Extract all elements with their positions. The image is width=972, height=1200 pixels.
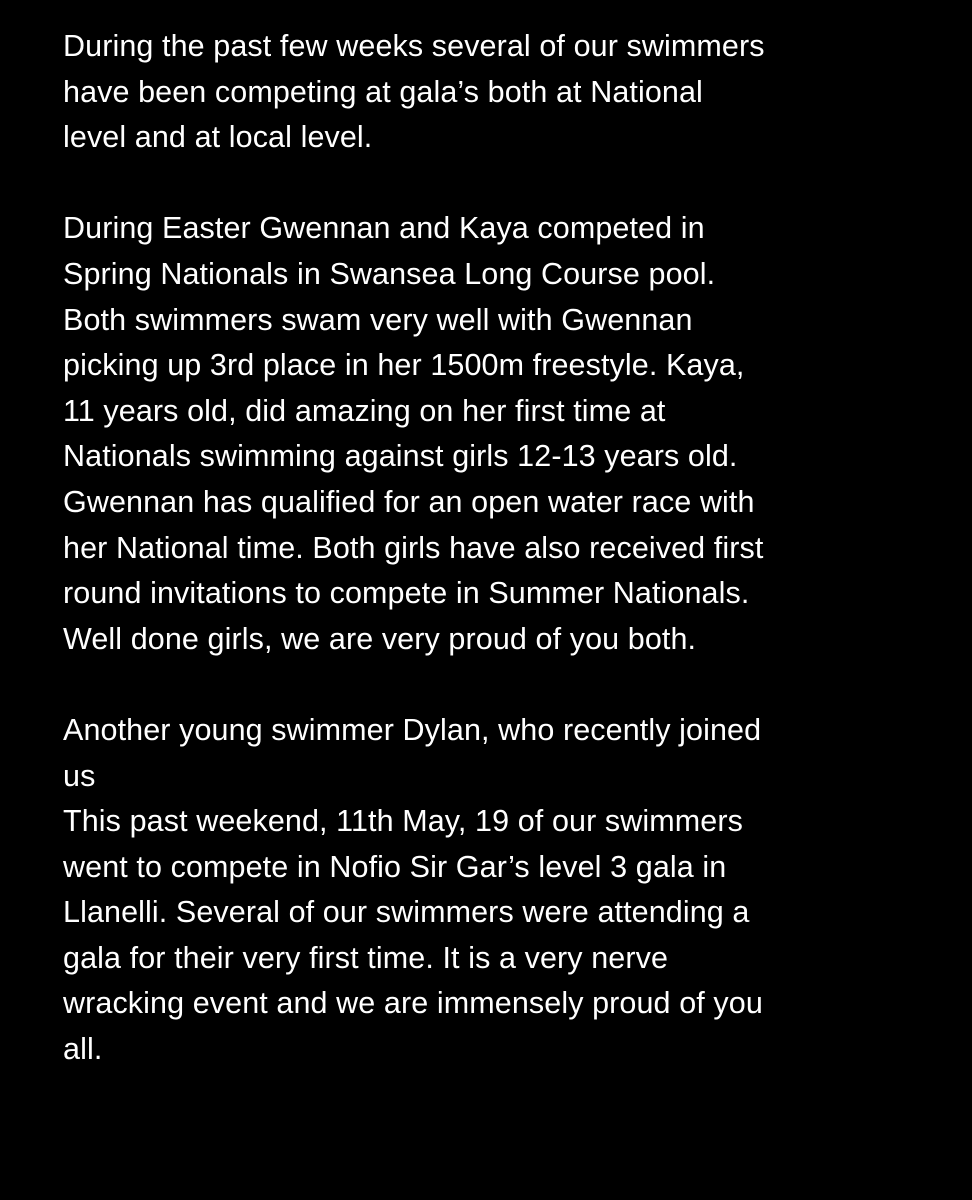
text-line: Spring Nationals in Swansea Long Course pool. [63, 256, 716, 291]
text-line: went to compete in Nofio Sir Gar’s level 3 gala in [63, 849, 727, 884]
text-line: Both swimmers swam very well with Gwennan [63, 302, 693, 337]
text-line: round invitations to compete in Summer Nationals. [63, 576, 750, 611]
text-line: Llanelli. Several of our swimmers were attending a [63, 895, 750, 930]
article-text [63, 24, 943, 1073]
paragraph-2 [63, 206, 943, 662]
text-line: Gwennan has qualified for an open water race with [63, 484, 755, 519]
text-line: level and at local level. [63, 120, 373, 155]
text-line: all. [63, 1032, 103, 1067]
paragraph-1 [63, 24, 943, 161]
text-line: wracking event and we are immensely proud of you [63, 986, 763, 1021]
paragraph-gap [63, 161, 943, 207]
text-line: 11 years old, did amazing on her first time at [63, 393, 666, 428]
paragraph-3 [63, 708, 943, 1073]
text-line: Nationals swimming against girls 12-13 years old. [63, 439, 738, 474]
text-line: Well done girls, we are very proud of you both. [63, 621, 697, 656]
text-line: gala for their very first time. It is a very nerve [63, 940, 669, 975]
text-line: During Easter Gwennan and Kaya competed in [63, 211, 705, 246]
text-line: This past weekend, 11th May, 19 of our swimmers [63, 804, 743, 839]
text-line: During the past few weeks several of our swimmers [63, 29, 765, 63]
text-line: picking up 3rd place in her 1500m freestyle. Kaya, [63, 348, 745, 383]
text-line: her National time. Both girls have also received first [63, 530, 764, 565]
text-line: Another young swimmer Dylan, who recently joined [63, 712, 762, 747]
text-line: us [63, 758, 96, 793]
text-line: have been competing at gala’s both at National [63, 74, 703, 109]
paragraph-gap [63, 662, 943, 708]
